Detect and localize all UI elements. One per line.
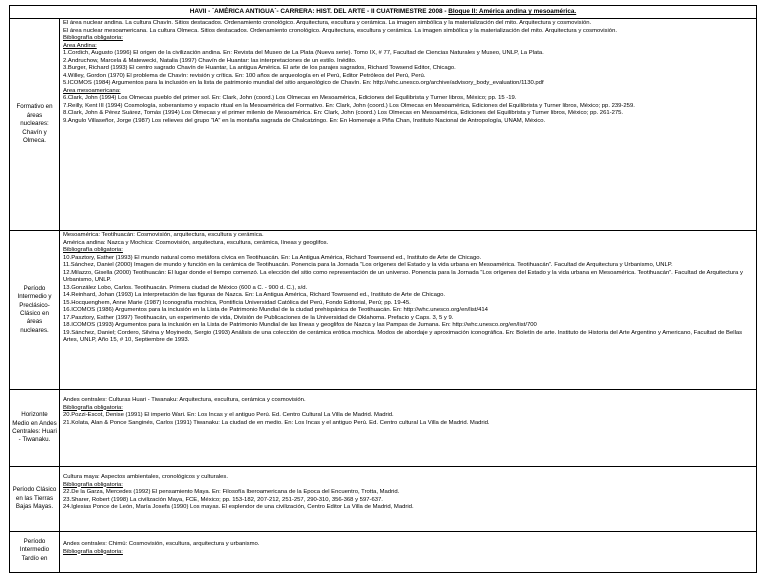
content-line: 16.ICOMOS (1986) Argumentos para la inclusión en la Lista de Patrimonio Mundial de la ciudad prehispánica de Teotihuacán. En: http://whc.unesco.org/en/list/414 [63,307,488,313]
title-block: Bloque II: América andina y mesoamérica. [448,8,577,15]
table-title [10,6,756,19]
content-line: 10.Pasztory, Esther (1993) El mundo natural como metáfora cívica en Teotihuacán. En: La Antigua América, Richard Townsend ed., Instituto de Arte de Chicago. [63,254,482,261]
content-line: 8.Clark, John & Pérez Suárez, Tomás (1994) Los Olmecas y el primer milenio de Mesoamérica. En: Clark, John (coord.) Los Olmecas en Mesoamérica, Ediciones del Equilibrista y Turner libros, México; pp. 261-275. [63,110,624,116]
content-cell [60,390,756,466]
content-line: 24.Iglesias Ponce de León, María Josefa (1990) Los mayas. El esplendor de una civilización, Centro Editor La Villa de Madrid, Madrid. [63,504,414,510]
section-heading: Área mesoamericana: [63,87,121,94]
content-line: 21.Kolata, Alan & Ponce Sanginés, Carlos (1991) Tiwanaku: La ciudad de en medio. En: Los Incas y el antiguo Perú. Ed. Centro cultural La Villa de Madrid. Madrid. [63,419,490,426]
section-heading: Bibliografía obligatoria: [63,481,123,488]
content-line: Andes centrales: Chimú: Cosmovisión, escultura, arquitectura y urbanismo. [63,541,260,547]
period-cell: Período Clásico en las Tierras Bajas Mayas. [10,467,60,531]
content-line: El área nuclear andina. La cultura Chavín. Sitios destacados. Ordenamiento cronológico. Arquitectura, escultura y cerámica. La imagen simbólica y la materialización del mito. Arquitectura y cosmovisión. [63,20,592,26]
period-cell: Período Intermedio Tardío en [10,532,60,572]
content-line: 11.Sánchez, Daniel (2000) Imagen de mundo y función en la cerámica de Teotihuacán. Ponencia para la Jornada “Los orígenes del Estado y la vida urbana en Mesoamérica. Teotihuacán”. Facultad de Arquitectura y Urbanismo, UNLP. [63,262,673,268]
content-line: 17.Pasztory, Esther (1997) Teotihuacán, un experimento de vida, División de Publicaciones de la Universidad de Oklahoma. Prefacio y Caps. 3, 5 y 9. [63,314,454,321]
content-line: 14.Reinhard, Johan (1993) La interpretación de las figuras de Nazca. En: La Antigua América, Richard Townsend ed., Instituto de Arte de Chicago. [63,292,446,298]
content-line: El área nuclear mesoamericana. La cultura Olmeca. Sitios destacados. Ordenamiento cronológico. Arquitectura, escultura y cerámica. La imagen simbólica y la materialización del mito. Arquitectura y cosmovisión. [63,27,617,34]
content-line: 1.Cordich, Augusto (1996) El origen de la civilización andina. En: Revista del Museo de La Plata (Nueva serie). Tomo IX, # 77, Facultad de Ciencias Naturales y Museo, UNLP, La Plata. [63,50,544,56]
title-text: HAVII - `AMÉRICA ANTIGUA´- CARRERA: HIST. DEL ARTE - II CUATRIMESTRE 2008 - [189,8,449,15]
content-line: 6.Clark, John (1994) Los Olmecas pueblo del primer sol. En: Clark, John (coord.) Los Olmecas en Mesoamérica, Ediciones del Equilibrista y Turner libros, México; pp. 15 -19. [63,95,517,101]
table-body [10,19,756,572]
content-line: 9.Angulo Villaseñor, Jorge (1987) Los relieves del grupo “IA” en la montaña sagrada de Chalcatzingo. En: En Homenaje a Piña Chan, Instituto Nacional de Antropología, UNAM, México. [63,117,546,124]
period-cell: Período Intermedio y Preclásico-Clásico en áreas nucleares. [10,231,60,389]
content-line: 5.ICOMOS (1984) Argumentos para la inclusión en la lista de patrimonio mundial del sitio arqueológico de Chavín. En: http://whc.unesco.org/archive/advisory_body_evaluation/1130.pdf [63,80,544,86]
section-heading: Área Andina: [63,42,97,49]
section-heading: Bibliografía obligatoria: [63,35,123,41]
section-heading: Bibliografía obligatoria: [63,404,123,411]
content-line: 7.Reilly, Kent III (1994) Cosmología, soberanismo y espacio ritual en la Mesoamérica del Formativo. En: Clark, John (coord.) Los Olmecas en Mesoamérica, Ediciones del Equilibrista y Turner libros, México; pp. 239-259. [63,102,635,109]
table-row [10,467,756,532]
content-cell [60,532,756,572]
content-line: Cultura maya: Aspectos ambientales, cronológicos y culturales. [63,474,229,480]
content-line: 15.Hocquenghem, Anne Marie (1987) Iconografía mochica, Pontificia Universidad Católica del Perú, Fondo Editorial, Perú; pp. 19-45. [63,299,411,306]
content-line: 12.Milazzo, Gisella (2000) Teotihuacán: El lugar donde el tiempo comenzó. La elección del sitio como representación de un universo. Ponencia para la Jornada “Los orígenes del Estado y la vida urbana en Mesoamérica. Teotihuacán”. Facultad de Arquitectura y Urbanismo, UNLP. [63,269,743,283]
section-heading: Bibliografía obligatoria: [63,247,123,253]
content-cell [60,467,756,531]
content-line: 3.Burger, Richard (1993) El centro sagrado Chavín de Huantar, La antigua América. El arte de los parajes sagrados, Richard Towsend Editor, Chicago. [63,65,456,71]
content-line: 13.González Lobo, Carlos. Teotihuacán. Primera ciudad de México (600 a C. - 900 d. C.), s/d. [63,284,308,291]
content-cell [60,19,756,230]
content-line: 23.Sharer, Robert (1998) La civilización Maya, FCE, México; pp. 153-182, 207-212, 251-257, 290-310, 356-368 y 597-637. [63,496,383,503]
content-line: 2.Andruchow, Marcela & Matewecki, Natalia (1997) Chavín de Huantar: las interpretaciones de un estilo. Inédito. [63,57,357,64]
content-line: 4.Willey, Gordon (1970) El problema de Chavín: revisión y crítica. En: 100 años de arqueología en el Perú, Editor Petróleos del Perú, Perú. [63,72,426,79]
table-row [10,19,756,231]
content-line: 20.Pozzi-Escot, Denise (1991) El imperio Wari. En: Los Incas y el antiguo Perú. Ed. Centro Cultural La Villa de Madrid. Madrid. [63,412,394,418]
content-line: 18.ICOMOS (1993) Argumentos para la inclusión en la Lista de Patrimonio Mundial de las líneas y geoglifos de Nazca y las Pampas de Jumana. En: http://whc.unesco.org/en/list/700 [63,322,537,328]
table-row [10,390,756,467]
period-cell: Formativo en áreas nucleares: Chavín y Olmeca. [10,19,60,230]
syllabus-table [9,5,757,573]
period-cell: Horizonte Medio en Andes Centrales: Huari - Tiwanaku. [10,390,60,466]
section-heading: Bibliografía obligatoria: [63,548,123,555]
content-line: América andina: Nazca y Mochica: Cosmovisión, arquitectura, escultura, cerámica, líneas y geoglifos. [63,239,329,246]
content-line: 19.Sánchez, Daniel; Cordero, Silvina y Moyinedo, Sergio (1993) Análisis de una colección de cerámica erótica mochica. Modos de abordaje y aproximación iconográfica. En: Boletín de arte. Instituto de Historia del Arte Argentino y Americano, Facultad de Bellas Artes, UNLP, Año 15, # 10, Septiembre de 1993. [63,329,743,343]
content-line: Andes centrales: Culturas Huari - Tiwanaku: Arquitectura, escultura, cerámica y cosmovisión. [63,397,306,403]
table-row [10,231,756,390]
content-line: Mesoamérica: Teotihuacán: Cosmovisión, arquitectura, escultura y cerámica. [63,232,264,238]
content-cell [60,231,756,389]
table-row [10,532,756,572]
content-line: 22.De la Garza, Mercedes (1992) El pensamiento Maya. En: Filosofía Iberoamericana de la Época del Encuentro, Trotta, Madrid. [63,489,400,495]
